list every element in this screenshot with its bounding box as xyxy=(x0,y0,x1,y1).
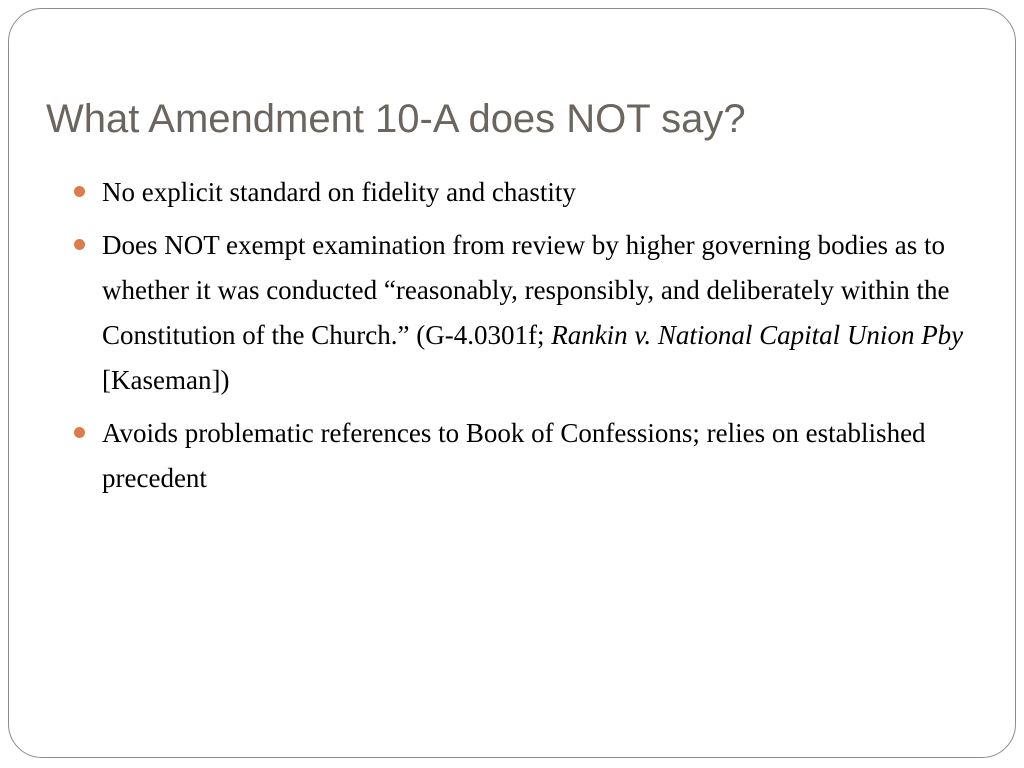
bullet-text: No explicit standard on fidelity and chastity xyxy=(102,177,576,207)
bullet-list xyxy=(71,170,971,509)
bullet-dot-icon xyxy=(74,186,85,197)
bullet-item-fidelity xyxy=(71,170,971,215)
slide-frame xyxy=(8,8,1016,758)
slide-title: What Amendment 10-A does NOT say? xyxy=(46,97,746,141)
bullet-text: Avoids problematic references to Book of Confessions; relies on established precedent xyxy=(102,418,926,493)
bullet-dot-icon xyxy=(74,427,85,438)
bullet-text: Does NOT exempt examination from review by higher governing bodies as to whether it was conducted “reasonably, responsibly, and deliberately within the Constitution of the Church.” (G-4.0301f; xyxy=(102,230,950,350)
bullet-item-confessions xyxy=(71,411,971,501)
bullet-item-review xyxy=(71,223,971,403)
bullet-text-continued: [Kaseman]) xyxy=(102,365,230,395)
case-citation: Rankin v. National Capital Union Pby xyxy=(551,320,964,350)
bullet-dot-icon xyxy=(74,239,85,250)
